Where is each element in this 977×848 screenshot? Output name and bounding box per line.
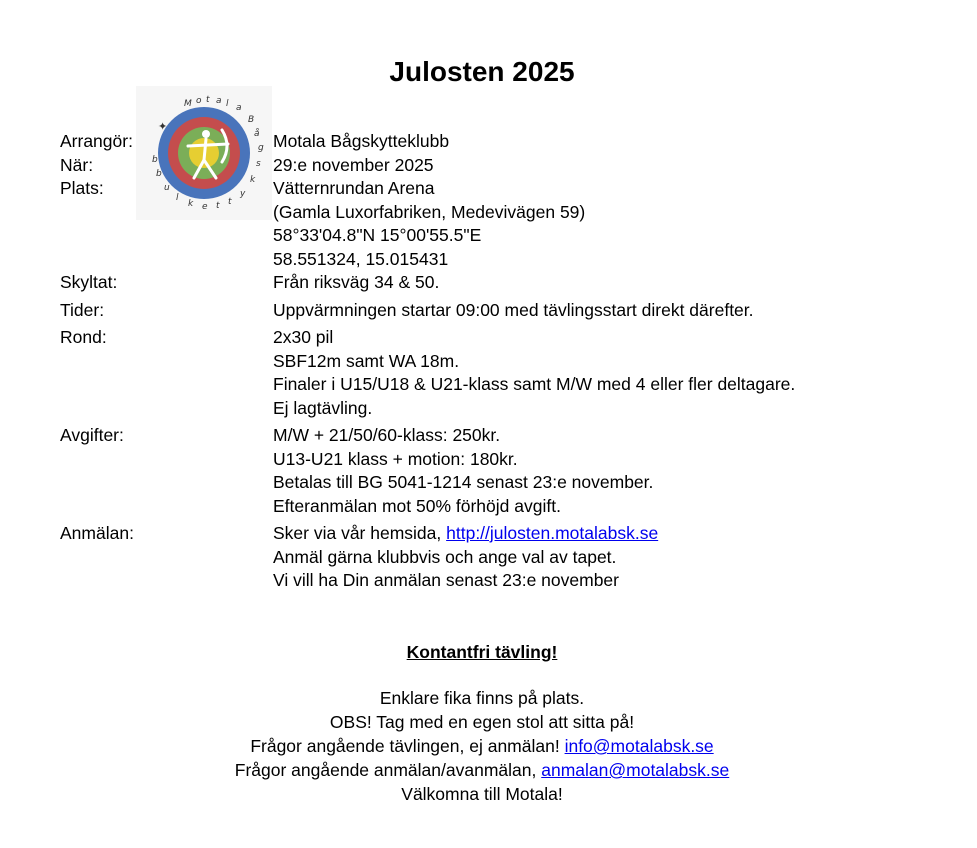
- fees-line-1: M/W + 21/50/60-klass: 250kr.: [273, 425, 501, 445]
- svg-text:å: å: [254, 129, 260, 139]
- svg-text:t: t: [228, 197, 232, 207]
- signup-line-1: [273, 522, 940, 546]
- value-times: [273, 299, 940, 323]
- label-when: När:: [60, 154, 94, 175]
- footer-line-chair: OBS! Tag med en egen stol att sitta på!: [329, 712, 635, 732]
- value-fees: [273, 424, 940, 518]
- fees-line-4: Efteranmälan mot 50% förhöjd avgift.: [273, 495, 561, 516]
- value-signup: [273, 522, 940, 593]
- organizer-text: Motala Bågskytteklubb: [273, 131, 450, 151]
- label-fees: Avgifter:: [60, 425, 124, 445]
- signup-email-link[interactable]: anmalan@motalabsk.se: [541, 760, 730, 780]
- signup-website-link[interactable]: http://julosten.motalabsk.se: [446, 523, 659, 543]
- round-line-1: 2x30 pil: [273, 327, 334, 347]
- svg-text:b: b: [152, 155, 158, 165]
- svg-text:g: g: [258, 143, 264, 153]
- svg-text:t: t: [206, 95, 210, 105]
- cashless-headline: Kontantfri tävling!: [406, 642, 558, 662]
- svg-text:✦: ✦: [158, 120, 168, 133]
- footer-line-welcome: Välkomna till Motala!: [401, 784, 563, 804]
- svg-text:e: e: [202, 202, 208, 212]
- round-line-2: SBF12m samt WA 18m.: [273, 350, 460, 371]
- svg-text:o: o: [196, 96, 202, 106]
- svg-text:M: M: [184, 99, 192, 109]
- value-when: [273, 154, 940, 178]
- fees-line-3: Betalas till BG 5041-1214 senast 23:e november.: [273, 472, 654, 492]
- info-email-link[interactable]: info@motalabsk.se: [564, 736, 714, 756]
- info-row-signposted: [60, 271, 940, 295]
- info-row-organizer: [60, 130, 940, 154]
- when-text: 29:e november 2025: [273, 154, 434, 175]
- value-round: [273, 326, 940, 420]
- svg-text:k: k: [188, 199, 194, 209]
- place-coordinates-dms: 58°33'04.8"N 15°00'55.5"E: [273, 225, 482, 245]
- label-round: Rond:: [60, 327, 107, 347]
- info-row-when: [60, 154, 940, 178]
- footer-line-questions-event: [0, 734, 964, 758]
- signup-line-1-text: Sker via vår hemsida,: [273, 523, 447, 543]
- info-row-place: [60, 177, 940, 271]
- value-place: [273, 177, 940, 271]
- label-times: Tider:: [60, 299, 105, 320]
- info-row-times: [60, 299, 940, 323]
- place-coordinates-decimal: 58.551324, 15.015431: [273, 248, 449, 269]
- footer-line-fika: Enklare fika finns på plats.: [379, 688, 585, 708]
- info-row-signup: [60, 522, 940, 593]
- value-organizer: [273, 130, 940, 154]
- round-line-3: Finaler i U15/U18 & U21-klass samt M/W med 4 eller fler deltagare.: [273, 374, 796, 394]
- value-signposted: [273, 271, 940, 295]
- label-signup: Anmälan:: [60, 523, 134, 543]
- event-info: [60, 130, 940, 593]
- times-text: Uppvärmningen startar 09:00 med tävlingsstart direkt därefter.: [273, 299, 754, 320]
- svg-text:a: a: [236, 103, 242, 113]
- info-row-round: [60, 326, 940, 420]
- svg-text:s: s: [256, 159, 261, 169]
- footer-line-questions-signup: [0, 758, 964, 782]
- signup-line-3: Vi vill ha Din anmälan senast 23:e november: [273, 570, 619, 590]
- info-row-fees: [60, 424, 940, 518]
- svg-text:y: y: [240, 189, 246, 199]
- svg-text:B: B: [248, 115, 255, 125]
- questions-signup-text: Frågor angående anmälan/avanmälan,: [234, 760, 542, 780]
- round-line-4: Ej lagtävling.: [273, 397, 373, 418]
- svg-text:t: t: [216, 201, 220, 211]
- page-title: Julosten 2025: [389, 56, 575, 87]
- svg-text:k: k: [250, 175, 256, 185]
- place-address: (Gamla Luxorfabriken, Medevivägen 59): [273, 201, 586, 222]
- questions-event-text: Frågor angående tävlingen, ej anmälan!: [250, 736, 565, 756]
- svg-text:l: l: [176, 193, 179, 203]
- svg-text:b: b: [156, 169, 162, 179]
- place-venue: Vätternrundan Arena: [273, 178, 435, 198]
- label-place: Plats:: [60, 178, 104, 198]
- label-signposted: Skyltat:: [60, 272, 118, 292]
- footer: [0, 640, 964, 806]
- svg-text:a: a: [216, 96, 222, 106]
- svg-text:u: u: [164, 183, 170, 193]
- label-organizer: Arrangör:: [60, 131, 133, 151]
- signposted-text: Från riksväg 34 & 50.: [273, 272, 440, 292]
- fees-line-2: U13-U21 klass + motion: 180kr.: [273, 448, 518, 469]
- svg-text:l: l: [226, 99, 229, 109]
- signup-line-2: Anmäl gärna klubbvis och ange val av tapet.: [273, 546, 617, 567]
